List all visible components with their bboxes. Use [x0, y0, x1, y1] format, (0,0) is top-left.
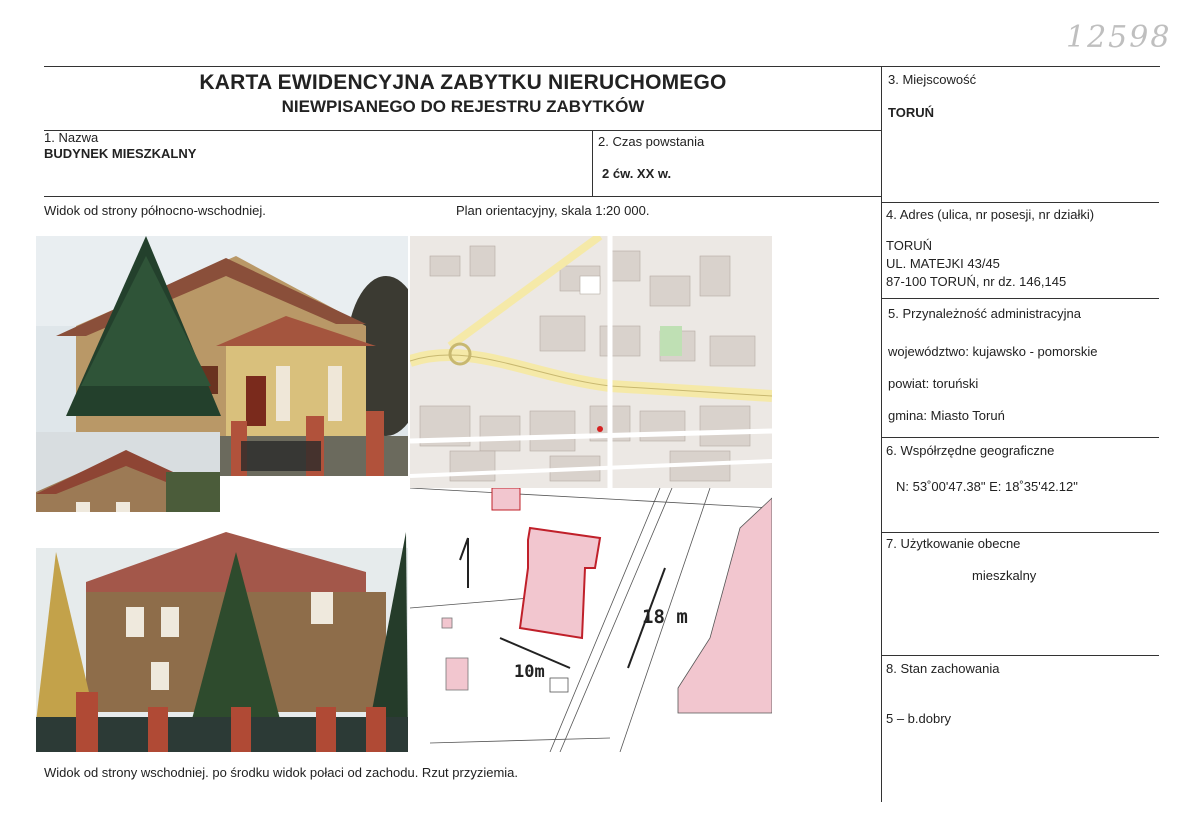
field5-wojewodztwo: województwo: kujawsko - pomorskie — [888, 344, 1098, 359]
right-column-divider — [881, 66, 882, 802]
field6-label: 6. Współrzędne geograficzne — [886, 443, 1055, 458]
field6-bottom-line — [881, 532, 1159, 533]
field4-line2: UL. MATEJKI 43/45 — [886, 256, 1000, 271]
caption-view-northeast: Widok od strony północno-wschodniej. — [44, 203, 266, 218]
field4-label: 4. Adres (ulica, nr posesji, nr działki) — [886, 207, 1095, 222]
caption-bottom: Widok od strony wschodniej. po środku widok połaci od zachodu. Rzut przyziemia. — [44, 765, 519, 780]
field7-value: mieszkalny — [972, 568, 1037, 583]
archive-stamp-number: 12598 — [1066, 20, 1172, 55]
field5-bottom-line — [881, 437, 1159, 438]
scale-label-18m: 18 m — [642, 606, 688, 628]
field3-bottom-line — [881, 202, 1159, 203]
frame-top-line — [44, 66, 1160, 67]
field7-label: 7. Użytkowanie obecne — [886, 536, 1021, 551]
field5-gmina: gmina: Miasto Toruń — [888, 408, 1005, 423]
field8-value: 5 – b.dobry — [886, 711, 952, 726]
scale-label-10m: 10m — [514, 662, 545, 682]
field4-bottom-line — [881, 298, 1159, 299]
name-bottom-line — [44, 196, 882, 197]
field1-value: BUDYNEK MIESZKALNY — [44, 146, 197, 161]
caption-orientation-plan: Plan orientacyjny, skala 1:20 000. — [456, 203, 650, 218]
field6-value: N: 53˚00'47.38" E: 18˚35'42.12" — [896, 479, 1078, 494]
field8-label: 8. Stan zachowania — [886, 661, 1000, 676]
field4-line3: 87-100 TORUŃ, nr dz. 146,145 — [886, 274, 1067, 289]
photo-east-view — [36, 512, 408, 752]
field7-bottom-line — [881, 655, 1159, 656]
orientation-plan-map — [410, 236, 772, 488]
field1-label: 1. Nazwa — [44, 130, 99, 145]
field3-label: 3. Miejscowość — [888, 72, 977, 87]
title-bottom-line — [44, 130, 882, 131]
card-subtitle: NIEWPISANEGO DO REJESTRU ZABYTKÓW — [281, 97, 645, 116]
field2-value: 2 ćw. XX w. — [602, 166, 672, 181]
card-title: KARTA EWIDENCYJNA ZABYTKU NIERUCHOMEGO — [199, 71, 727, 94]
field3-value: TORUŃ — [888, 105, 934, 120]
field4-line1: TORUŃ — [886, 238, 932, 253]
field5-powiat: powiat: toruński — [888, 376, 979, 391]
field2-label: 2. Czas powstania — [598, 134, 705, 149]
ground-floor-site-plan — [410, 488, 772, 752]
field5-label: 5. Przynależność administracyjna — [888, 306, 1081, 321]
name-time-divider — [592, 130, 593, 196]
